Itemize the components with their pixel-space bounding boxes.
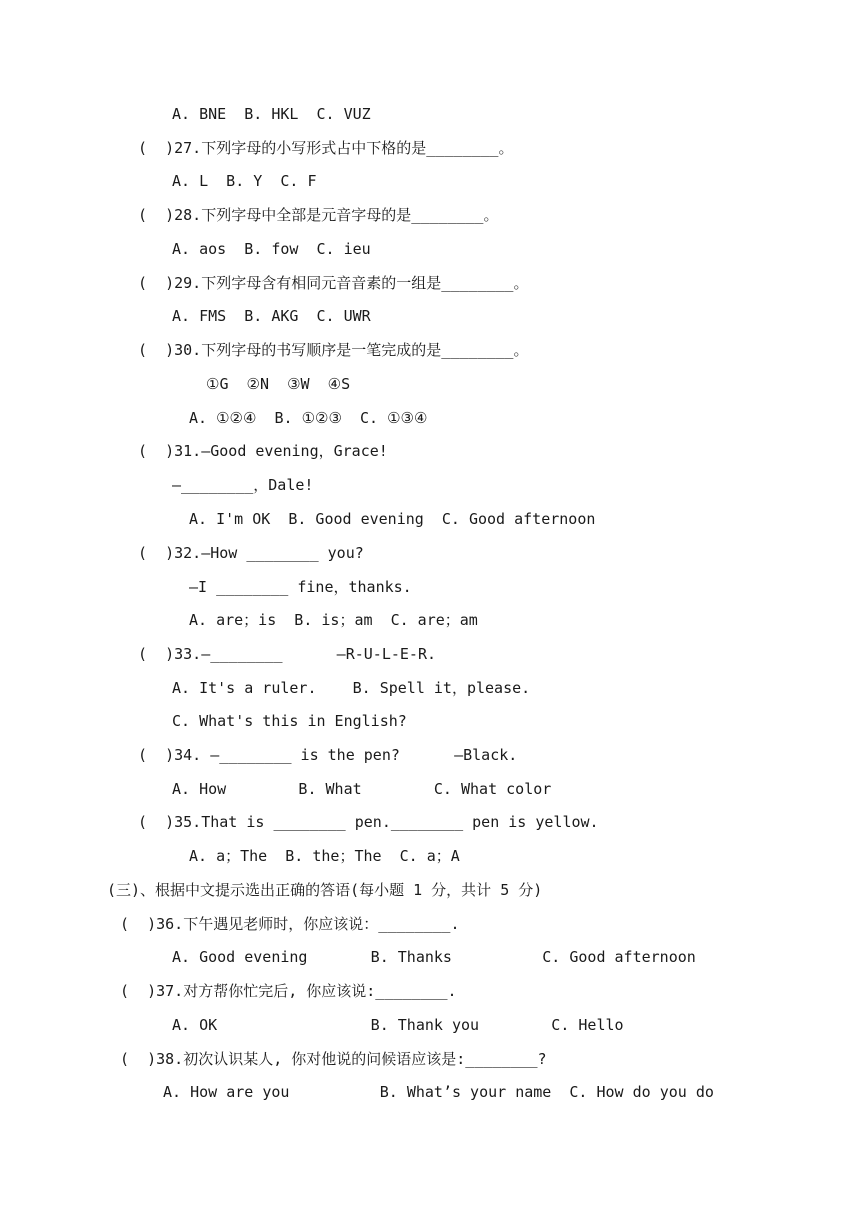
q30-options: A. ①②④ B. ①②③ C. ①③④ xyxy=(189,409,428,427)
q27-question: ( )27.下列字母的小写形式占中下格的是________。 xyxy=(138,139,514,157)
q27-options: A. L B. Y C. F xyxy=(172,172,317,190)
section-3-heading: (三)、根据中文提示选出正确的答语(每小题 1 分，共计 5 分) xyxy=(107,881,543,899)
q33-question: ( )33.—________ —R-U-L-E-R. xyxy=(138,645,437,663)
q28-options: A. aos B. fow C. ieu xyxy=(172,240,371,258)
q33-option-c: C. What's this in English? xyxy=(172,712,407,730)
q26-options: A. BNE B. HKL C. VUZ xyxy=(172,105,371,123)
q32-options: A. are；is B. is；am C. are；am xyxy=(189,611,478,629)
q35-question: ( )35.That is ________ pen.________ pen is yellow. xyxy=(138,813,599,831)
q32-response: —I ________ fine，thanks. xyxy=(189,578,412,596)
q33-options-ab: A. It's a ruler. B. Spell it，please. xyxy=(172,679,531,697)
q37-options: A. OK B. Thank you C. Hello xyxy=(172,1016,624,1034)
q38-question: ( )38.初次认识某人, 你对他说的问候语应该是:________? xyxy=(120,1050,547,1068)
q29-options: A. FMS B. AKG C. UWR xyxy=(172,307,371,325)
q32-question: ( )32.—How ________ you? xyxy=(138,544,364,562)
q38-options: A. How are you B. What’s your name C. How do you do xyxy=(163,1083,714,1101)
q37-question: ( )37.对方帮你忙完后, 你应该说:________. xyxy=(120,982,457,1000)
q31-response: —________，Dale! xyxy=(172,476,314,494)
q36-question: ( )36.下午遇见老师时，你应该说：________. xyxy=(120,915,460,933)
q36-options: A. Good evening B. Thanks C. Good afternoon xyxy=(172,948,696,966)
q29-question: ( )29.下列字母含有相同元音音素的一组是________。 xyxy=(138,274,529,292)
q35-options: A. a；The B. the；The C. a；A xyxy=(189,847,460,865)
q30-question: ( )30.下列字母的书写顺序是一笔完成的是________。 xyxy=(138,341,529,359)
q31-question: ( )31.—Good evening，Grace! xyxy=(138,442,388,460)
q34-options: A. How B. What C. What color xyxy=(172,780,552,798)
q34-question: ( )34. —________ is the pen? —Black. xyxy=(138,746,518,764)
q28-question: ( )28.下列字母中全部是元音字母的是________。 xyxy=(138,206,499,224)
q31-options: A. I'm OK B. Good evening C. Good afternoon xyxy=(189,510,596,528)
q30-letters: ①G ②N ③W ④S xyxy=(206,375,351,393)
